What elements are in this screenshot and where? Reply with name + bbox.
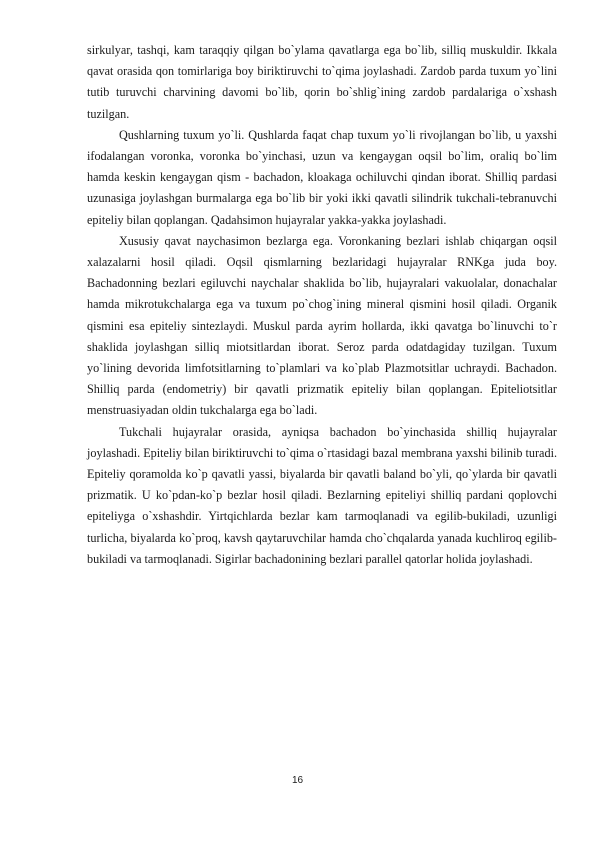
paragraph-1: sirkulyar, tashqi, kam taraqqiy qilgan bo`ylama qavatlarga ega bo`lib, silliq muskuldir. Ikkala qavat orasida qon tomirlariga boy biriktiruvchi to`qima joylashadi. Zardob parda tuxum yo`lini tutib turuvchi charvining davomi bo`lib, qorin bo`shlig`ining zardob pardalariga o`xshash tuzilgan. — [87, 43, 557, 121]
body-text — [87, 40, 557, 570]
paragraph-2: Qushlarning tuxum yo`li. Qushlarda faqat chap tuxum yo`li rivojlangan bo`lib, u yaxshi ifodalangan voronka, voronka bo`yinchasi, uzun va kengaygan oqsil bo`lim, oraliq bo`lim hamda keskin kengaygan qism - bachadon, kloakaga ochiluvchi qindan iborat. Shilliq pardasi uzunasiga joylashgan burmalarga ega bo`lib bir yoki ikki qavatli silindrik tukchali-tebranuvchi epiteliy bilan qoplangan. Qadahsimon hujayralar yakka-yakka joylashadi. — [87, 127, 557, 227]
page-number: 16 — [291, 775, 304, 786]
paragraph-3: Xususiy qavat naychasimon bezlarga ega. Voronkaning bezlari ishlab chiqargan oqsil xalazalarni hosil qiladi. Oqsil qismlarning bezlaridagi hujayralar RNKga juda boy. Bachadonning bezlari egiluvchi naychalar shaklida bo`lib, hujayralari vakuolalar, donachalar hamda mikrotukchalarga ega va tuxum po`chog`ining mineral qismini hosil qiladi. Organik qismini esa epiteliy sintezlaydi. Muskul parda ayrim hollarda, ikki qavatga bo`linuvchi to`r shaklida joylashgan silliq miotsitlardan iborat. Seroz parda odatdagiday tuzilgan. Tuxum yo`lining devorida limfotsitlarning to`plamlari va ko`plab Plazmotsitlar uchraydi. Bachadon. Shilliq parda (endometriy) bir qavatli prizmatik epiteliy bilan qoplangan. Epiteliotsitlar menstruasiyadan oldin tukchalarga ega bo`ladi. — [87, 233, 557, 418]
paragraph-4: Tukchali hujayralar orasida, ayniqsa bachadon bo`yinchasida shilliq hujayralar joylashadi. Epiteliy bilan biriktiruvchi to`qima o`rtasidagi bazal membrana yaxshi bilinib turadi. Epiteliy qoramolda ko`p qavatli yassi, biyalarda bir qavatli baland bo`yli, qo`ylarda bir qavatli prizmatik. U ko`pdan-ko`p bezlar hosil qiladi. Bezlarning epiteliyi shilliq pardani qoplovchi epiteliyga o`xshashdir. Yirtqichlarda bezlar kam tarmoqlanadi va egilib-bukiladi, uzunligi turlicha, biyalarda ko`proq, kavsh qaytaruvchilar hamda cho`chqalarda yanada kuchliroq egilib-bukiladi va tarmoqlanadi. Sigirlar bachadonining bezlari parallel qatorlar holida joylashadi. — [87, 424, 557, 566]
